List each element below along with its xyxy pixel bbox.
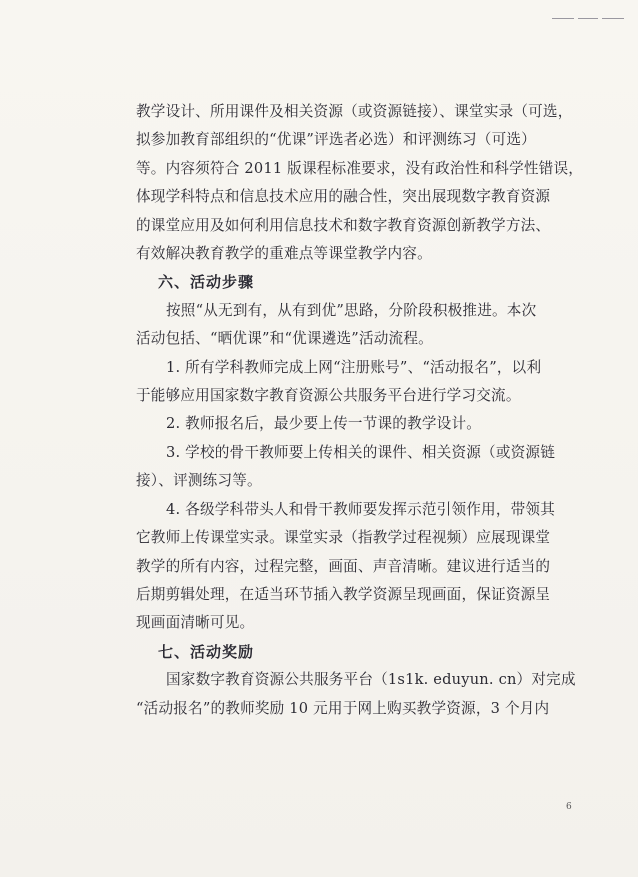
- scan-mark: [578, 18, 598, 19]
- section-heading-rewards: 七、活动奖励: [158, 642, 255, 661]
- body-line: “活动报名”的教师奖励 10 元用于网上购买教学资源，3 个月内: [136, 699, 550, 717]
- body-line: 体现学科特点和信息技术应用的融合性，突出展现数字教育资源: [136, 188, 551, 206]
- list-item-1: 1. 所有学科教师完成上网“注册账号”、“活动报名”，以利: [166, 358, 542, 376]
- section-heading-steps: 六、活动步骤: [158, 273, 255, 292]
- body-line: 国家数字教育资源公共服务平台（1s1k. eduyun. cn）对完成: [166, 671, 576, 689]
- body-line: 活动包括、“晒优课”和“优课遴选”活动流程。: [136, 330, 433, 348]
- body-line: 有效解决教育教学的重难点等课堂教学内容。: [136, 245, 432, 263]
- scan-mark: [602, 18, 624, 19]
- body-line: 的课堂应用及如何利用信息技术和数字教育资源创新教学方法、: [136, 216, 551, 234]
- body-line: 现画面清晰可见。: [136, 614, 255, 632]
- page-number: 6: [566, 802, 572, 812]
- list-item-2: 2. 教师报名后，最少要上传一节课的教学设计。: [166, 415, 482, 433]
- body-line: 教学的所有内容，过程完整，画面、声音清晰。建议进行适当的: [136, 557, 551, 575]
- body-line: 拟参加教育部组织的“优课”评选者必选）和评测练习（可选）: [136, 131, 536, 149]
- body-line: 接）、评测练习等。: [136, 472, 262, 490]
- body-line: 按照“从无到有，从有到优”思路，分阶段积极推进。本次: [166, 301, 537, 319]
- list-item-4: 4. 各级学科带头人和骨干教师要发挥示范引领作用，带领其: [166, 500, 556, 518]
- body-line: 教学设计、所用课件及相关资源（或资源链接）、课堂实录（可选，: [136, 103, 573, 120]
- scan-mark: [552, 18, 574, 19]
- body-line: 等。内容须符合 2011 版课程标准要求，没有政治性和科学性错误，: [136, 159, 584, 177]
- body-line: 后期剪辑处理，在适当环节插入教学资源呈现画面，保证资源呈: [136, 585, 551, 603]
- document-body: [136, 98, 584, 723]
- list-item-3: 3. 学校的骨干教师要上传相关的课件、相关资源（或资源链: [166, 443, 556, 461]
- body-line: 于能够应用国家数字教育资源公共服务平台进行学习交流。: [136, 387, 521, 405]
- body-line: 它教师上传课堂实录。课堂实录（指教学过程视频）应展现课堂: [136, 529, 551, 547]
